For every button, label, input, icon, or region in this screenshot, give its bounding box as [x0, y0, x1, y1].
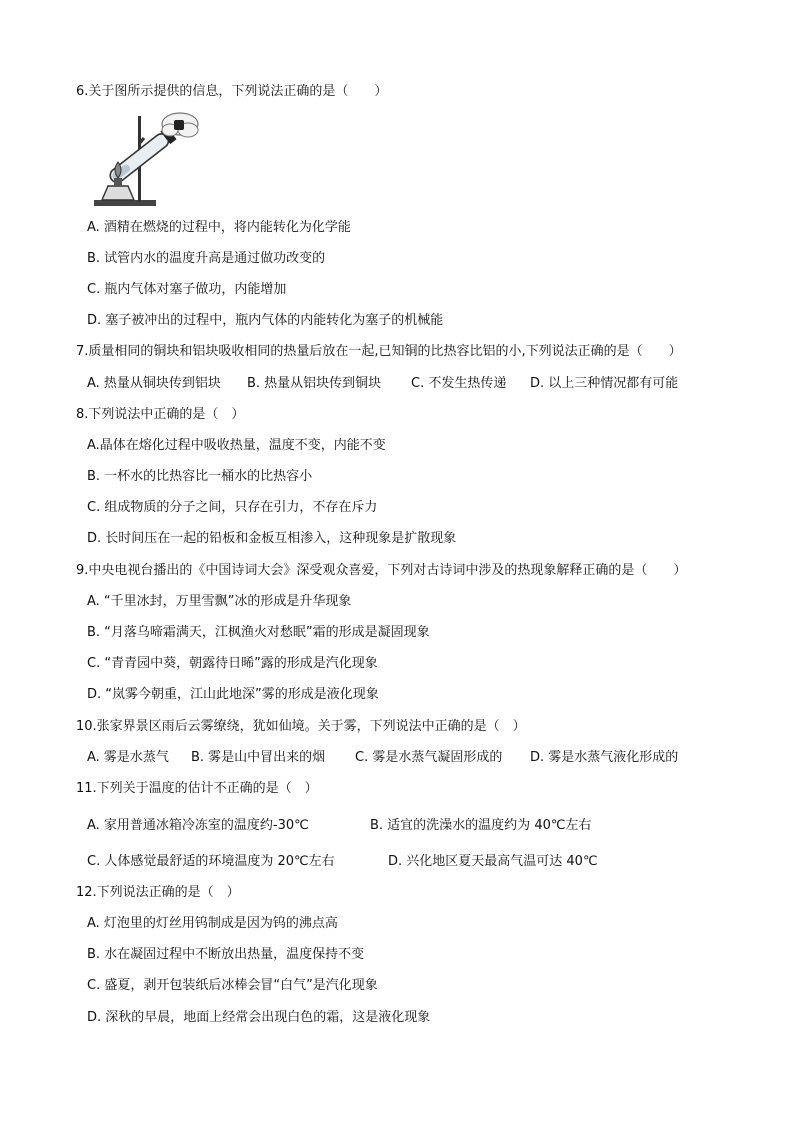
question-11-option-b: B. 适宜的洗澡水的温度约为 40℃左右	[370, 818, 592, 833]
question-6-option-a: A. 酒精在燃烧的过程中，将内能转化为化学能	[87, 220, 351, 235]
question-9-option-b: B. “月落乌啼霜满天，江枫渔火对愁眠”霜的形成是凝固现象	[87, 625, 430, 640]
question-8-option-b: B. 一杯水的比热容比一桶水的比热容小	[87, 469, 313, 484]
question-12-option-c: C. 盛夏，剥开包装纸后冰棒会冒“白气”是汽化现象	[87, 978, 378, 993]
question-6-option-d: D. 塞子被冲出的过程中，瓶内气体的内能转化为塞子的机械能	[87, 313, 444, 328]
question-8-option-a: A.晶体在熔化过程中吸收热量，温度不变，内能不变	[87, 438, 386, 453]
question-7-option-b: B. 热量从铝块传到铜块	[247, 376, 382, 391]
question-11-option-d: D. 兴化地区夏天最高气温可达 40℃	[388, 854, 598, 869]
question-6-option-c: C. 瓶内气体对塞子做功，内能增加	[87, 282, 287, 297]
question-8-option-c: C. 组成物质的分子之间，只存在引力，不存在斥力	[87, 500, 378, 515]
question-10-stem: 10.张家界景区雨后云雾缭绕，犹如仙境。关于雾，下列说法中正确的是（ ）	[76, 719, 526, 734]
question-7-option-a: A. 热量从铜块传到铝块	[87, 376, 221, 391]
question-12-option-d: D. 深秋的早晨，地面上经常会出现白色的霜，这是液化现象	[87, 1010, 431, 1025]
question-12-option-a: A. 灯泡里的灯丝用钨制成是因为钨的沸点高	[87, 916, 338, 931]
question-7-stem: 7.质量相同的铜块和铝块吸收相同的热量后放在一起,已知铜的比热容比铝的小,下列说法正确的是（ ）	[76, 344, 682, 359]
question-9-option-c: C. “青青园中葵，朝露待日晞”露的形成是汽化现象	[87, 656, 378, 671]
question-11-stem: 11.下列关于温度的估计不正确的是（ ）	[76, 781, 318, 796]
question-7-option-c: C. 不发生热传递	[411, 376, 507, 391]
question-9-option-d: D. “岚雾今朝重，江山此地深”雾的形成是液化现象	[87, 687, 379, 702]
question-9-option-a: A. “千里冰封，万里雪飘”冰的形成是升华现象	[87, 594, 352, 609]
question-11-option-a: A. 家用普通冰箱冷冻室的温度约-30℃	[87, 818, 309, 833]
question-10-option-c: C. 雾是水蒸气凝固形成的	[355, 750, 503, 765]
question-10-option-a: A. 雾是水蒸气	[87, 750, 169, 765]
question-8-stem: 8.下列说法中正确的是（ ）	[76, 407, 245, 422]
question-11-option-c: C. 人体感觉最舒适的环境温度为 20℃左右	[87, 854, 335, 869]
question-9-stem: 9.中央电视台播出的《中国诗词大会》深受观众喜爱，下列对古诗词中涉及的热现象解释正确的是（ ）	[76, 563, 687, 578]
question-12-stem: 12.下列说法正确的是（ ）	[76, 885, 240, 900]
test-tube-experiment-figure	[84, 108, 202, 212]
question-10-option-b: B. 雾是山中冒出来的烟	[191, 750, 326, 765]
question-6-stem: 6.关于图所示提供的信息，下列说法正确的是（ ）	[76, 84, 388, 99]
question-10-option-d: D. 雾是水蒸气液化形成的	[530, 750, 679, 765]
question-8-option-d: D. 长时间压在一起的铅板和金板互相渗入，这种现象是扩散现象	[87, 531, 457, 546]
question-6-option-b: B. 试管内水的温度升高是通过做功改变的	[87, 251, 326, 266]
question-12-option-b: B. 水在凝固过程中不断放出热量，温度保持不变	[87, 947, 365, 962]
question-7-option-d: D. 以上三种情况都有可能	[530, 376, 679, 391]
